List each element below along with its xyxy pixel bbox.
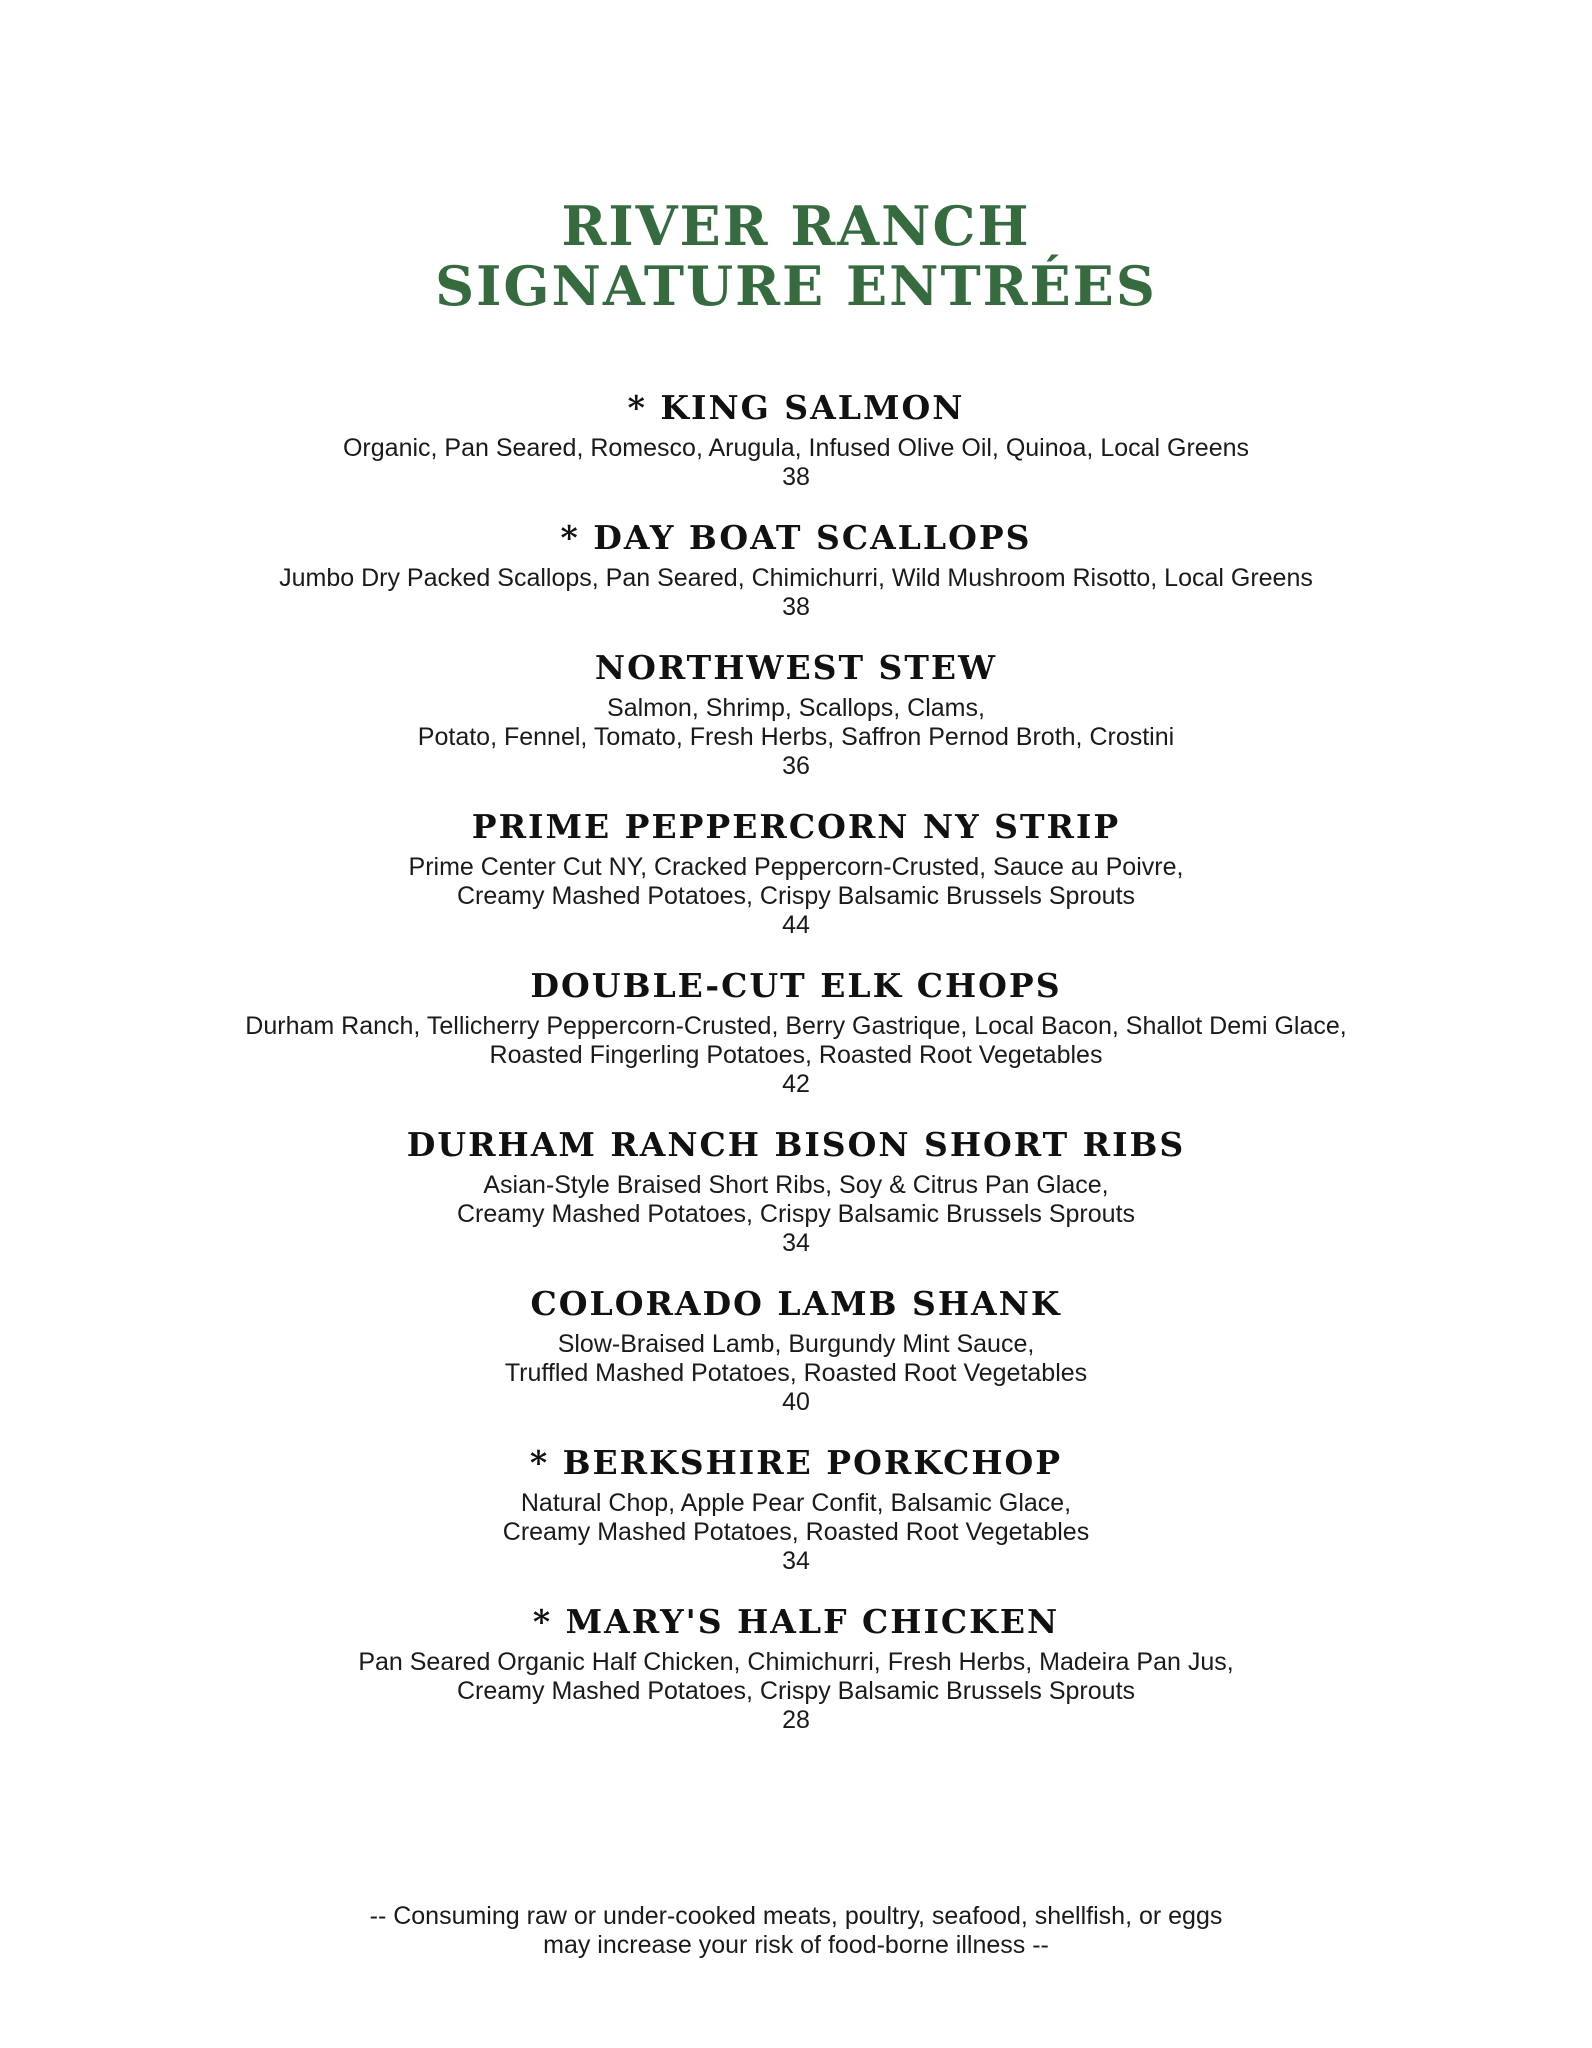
menu-item-king-salmon (0, 386, 1592, 492)
item-description-line: Natural Chop, Apple Pear Confit, Balsamic Glace, (520, 1489, 1072, 1517)
item-name: * DAY BOAT SCALLOPS (560, 518, 1032, 557)
disclaimer-line-2: may increase your risk of food-borne illness -- (543, 1931, 1049, 1959)
item-description-line: Prime Center Cut NY, Cracked Peppercorn-Crusted, Sauce au Poivre, (408, 853, 1184, 881)
item-description-line: Pan Seared Organic Half Chicken, Chimichurri, Fresh Herbs, Madeira Pan Jus, (358, 1648, 1234, 1676)
item-description (0, 853, 1592, 911)
food-safety-disclaimer (0, 1902, 1592, 1960)
item-description (0, 1648, 1592, 1706)
item-description-line: Jumbo Dry Packed Scallops, Pan Seared, Chimichurri, Wild Mushroom Risotto, Local Greens (279, 564, 1313, 592)
menu-item-day-boat-scallops (0, 516, 1592, 622)
item-name: * KING SALMON (627, 388, 965, 427)
item-name: DURHAM RANCH BISON SHORT RIBS (406, 1125, 1186, 1164)
menu-item-prime-peppercorn-ny-strip (0, 805, 1592, 940)
item-description-line: Salmon, Shrimp, Scallops, Clams, (607, 694, 985, 722)
item-price: 40 (782, 1388, 810, 1416)
item-description-line: Organic, Pan Seared, Romesco, Arugula, Infused Olive Oil, Quinoa, Local Greens (342, 434, 1250, 462)
menu-item-double-cut-elk-chops (0, 964, 1592, 1099)
item-name: * MARY'S HALF CHICKEN (532, 1602, 1060, 1641)
menu-title-line-1: RIVER RANCH (561, 194, 1031, 258)
item-price: 34 (782, 1229, 810, 1257)
item-description-line: Potato, Fennel, Tomato, Fresh Herbs, Saffron Pernod Broth, Crostini (417, 723, 1175, 751)
item-price: 38 (782, 463, 810, 491)
item-description-line: Durham Ranch, Tellicherry Peppercorn-Crusted, Berry Gastrique, Local Bacon, Shallot Demi Glace, (245, 1012, 1347, 1040)
item-description (0, 564, 1592, 593)
menu-item-berkshire-porkchop (0, 1441, 1592, 1576)
item-description-line: Roasted Fingerling Potatoes, Roasted Root Vegetables (489, 1041, 1103, 1069)
item-price: 44 (782, 911, 810, 939)
item-price: 38 (782, 593, 810, 621)
item-description-line: Creamy Mashed Potatoes, Crispy Balsamic Brussels Sprouts (456, 1677, 1136, 1705)
item-description (0, 1330, 1592, 1388)
item-description-line: Asian-Style Braised Short Ribs, Soy & Citrus Pan Glace, (483, 1171, 1109, 1199)
item-name: NORTHWEST STEW (594, 648, 998, 687)
item-description-line: Truffled Mashed Potatoes, Roasted Root Vegetables (504, 1359, 1088, 1387)
item-description (0, 1489, 1592, 1547)
item-description (0, 1012, 1592, 1070)
item-description (0, 694, 1592, 752)
item-description-line: Slow-Braised Lamb, Burgundy Mint Sauce, (557, 1330, 1035, 1358)
menu-title-line-2: SIGNATURE ENTRÉES (435, 254, 1157, 318)
menu-item-bison-short-ribs (0, 1123, 1592, 1258)
item-price: 42 (782, 1070, 810, 1098)
item-name: DOUBLE-CUT ELK CHOPS (530, 966, 1062, 1005)
item-description-line: Creamy Mashed Potatoes, Crispy Balsamic Brussels Sprouts (456, 1200, 1136, 1228)
item-name: PRIME PEPPERCORN NY STRIP (471, 807, 1121, 846)
item-name: * BERKSHIRE PORKCHOP (529, 1443, 1063, 1482)
item-description-line: Creamy Mashed Potatoes, Roasted Root Vegetables (502, 1518, 1090, 1546)
menu-title (0, 196, 1592, 316)
item-description (0, 434, 1592, 463)
item-price: 36 (782, 752, 810, 780)
menu-item-marys-half-chicken (0, 1600, 1592, 1735)
item-description (0, 1171, 1592, 1229)
item-name: COLORADO LAMB SHANK (530, 1284, 1062, 1323)
disclaimer-line-1: -- Consuming raw or under-cooked meats, poultry, seafood, shellfish, or eggs (369, 1902, 1223, 1930)
menu-item-northwest-stew (0, 646, 1592, 781)
menu-item-colorado-lamb-shank (0, 1282, 1592, 1417)
entree-list (0, 386, 1592, 1759)
item-description-line: Creamy Mashed Potatoes, Crispy Balsamic Brussels Sprouts (456, 882, 1136, 910)
item-price: 28 (782, 1706, 810, 1734)
item-price: 34 (782, 1547, 810, 1575)
